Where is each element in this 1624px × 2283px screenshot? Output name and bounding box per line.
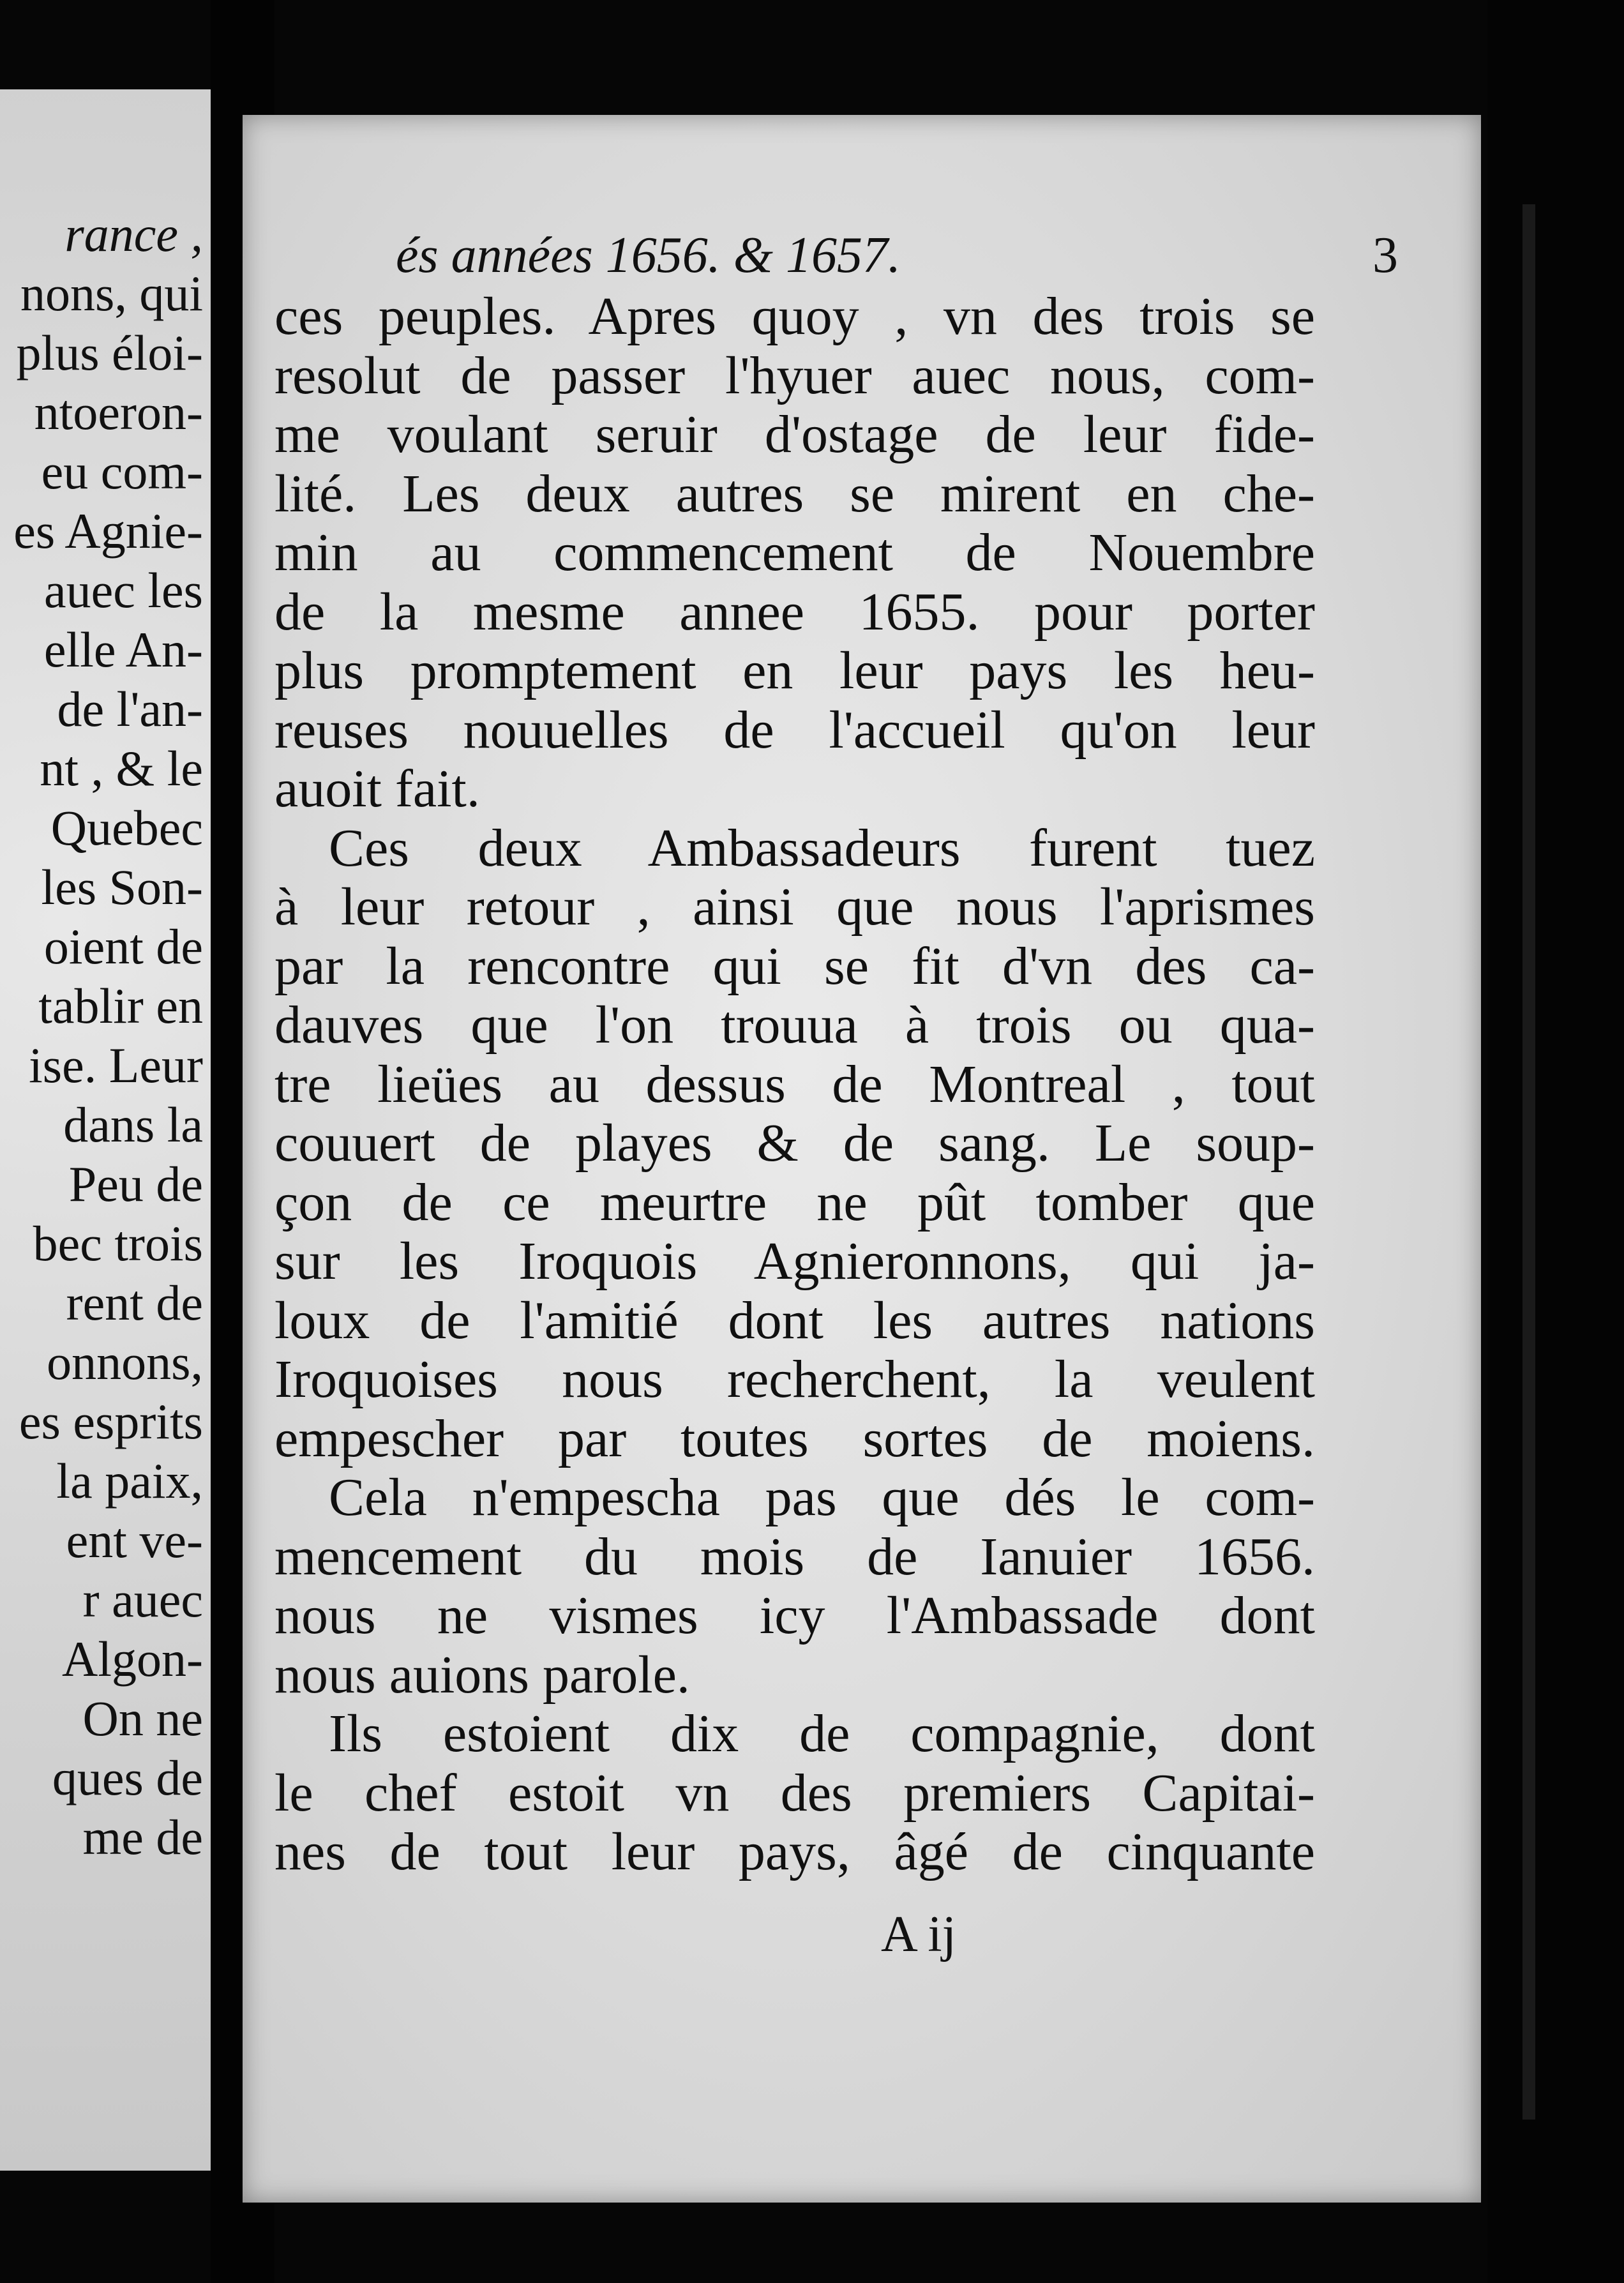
text-line: tre lieües au dessus de Montreal , tout <box>274 1054 1315 1114</box>
previous-page-line: es esprits <box>19 1394 203 1449</box>
previous-page-line: On ne <box>82 1691 203 1746</box>
previous-page-line: les Son- <box>41 859 203 915</box>
text-line: sur les Iroquois Agnieronnons, qui ja- <box>274 1232 1315 1291</box>
previous-page-line: plus éloi- <box>16 325 203 380</box>
previous-page-line: dans la <box>63 1097 203 1152</box>
previous-page-line: ntoeron- <box>34 384 203 440</box>
text-line: de la mesme annee 1655. pour porter <box>274 582 1315 642</box>
text-line: plus promptement en leur pays les heu- <box>274 641 1315 700</box>
previous-page-line: oient de <box>43 919 203 974</box>
text-line: me voulant seruir d'ostage de leur fide- <box>274 405 1315 464</box>
previous-page-line: tablir en <box>38 978 203 1034</box>
text-line: lité. Les deux autres se mirent en che- <box>274 463 1315 524</box>
previous-page-line: elle An- <box>43 622 203 677</box>
text-line: nes de tout leur pays, âgé de cinquante <box>274 1822 1315 1881</box>
previous-page-line: ise. Leur <box>29 1037 203 1093</box>
previous-page-line: nt , & le <box>40 741 203 796</box>
text-line: couuert de playes & de sang. Le soup- <box>274 1113 1315 1173</box>
previous-page-line: auec les <box>43 562 203 618</box>
previous-page-line: Quebec <box>50 800 203 855</box>
text-line: ces peuples. Apres quoy , vn des trois se <box>274 287 1315 346</box>
previous-page-line: eu com- <box>41 444 203 499</box>
text-line: resolut de passer l'hyuer auec nous, com- <box>274 345 1315 405</box>
text-line: le chef estoit vn des premiers Capitai- <box>274 1763 1315 1823</box>
previous-page-line: la paix, <box>56 1453 203 1509</box>
text-line: nous auions parole. <box>274 1645 690 1705</box>
text-line: auoit fait. <box>274 759 480 818</box>
text-line: Ces deux Ambassadeurs furent tuez <box>329 818 1315 878</box>
page-body <box>274 287 1315 1882</box>
previous-page-line: onnons, <box>47 1334 203 1390</box>
text-line: par la rencontre qui se fit d'vn des ca- <box>274 936 1315 996</box>
previous-page-text <box>13 204 203 1867</box>
text-line: Ils estoient dix de compagnie, dont <box>329 1704 1315 1763</box>
previous-page-line: rent de <box>66 1275 203 1330</box>
previous-page-fragment <box>0 89 211 2171</box>
previous-page-line: Algon- <box>62 1631 203 1687</box>
previous-page-line: r auec <box>82 1572 203 1627</box>
text-line: empescher par toutes sortes de moiens. <box>274 1408 1315 1468</box>
text-line: mencement du mois de Ianuier 1656. <box>274 1526 1315 1586</box>
scan-border <box>1487 0 1624 2283</box>
text-line: reuses nouuelles de l'accueil qu'on leur <box>274 700 1315 760</box>
previous-page-line: rance , <box>64 206 203 262</box>
running-head: és années 1656. & 1657. <box>396 227 901 283</box>
page-header <box>396 227 1417 290</box>
previous-page-line: ent ve- <box>66 1512 203 1568</box>
previous-page-line: es Agnie- <box>13 503 203 559</box>
signature-mark: A ij <box>881 1906 956 1963</box>
text-line: dauves que l'on trouua à trois ou qua- <box>274 995 1315 1055</box>
page-number: 3 <box>1372 227 1398 283</box>
previous-page-line: ques de <box>52 1750 203 1805</box>
text-line: Cela n'empescha pas que dés le com- <box>329 1468 1315 1527</box>
text-line: loux de l'amitié dont les autres nations <box>274 1290 1315 1350</box>
text-line: çon de ce meurtre ne pût tomber que <box>274 1172 1315 1232</box>
text-line: à leur retour , ainsi que nous l'aprismes <box>274 877 1315 937</box>
previous-page-line: nons, qui <box>20 266 203 321</box>
text-line: nous ne vismes icy l'Ambassade dont <box>274 1586 1315 1645</box>
text-line: min au commencement de Nouembre <box>274 523 1315 582</box>
previous-page-line: me de <box>82 1809 203 1865</box>
previous-page-line: bec trois <box>33 1216 203 1271</box>
scan-border-stripe <box>1522 204 1535 2120</box>
previous-page-line: Peu de <box>68 1156 203 1212</box>
previous-page-line: de l'an- <box>57 681 203 737</box>
text-line: Iroquoises nous recherchent, la veulent <box>274 1350 1315 1409</box>
book-page <box>243 115 1481 2203</box>
